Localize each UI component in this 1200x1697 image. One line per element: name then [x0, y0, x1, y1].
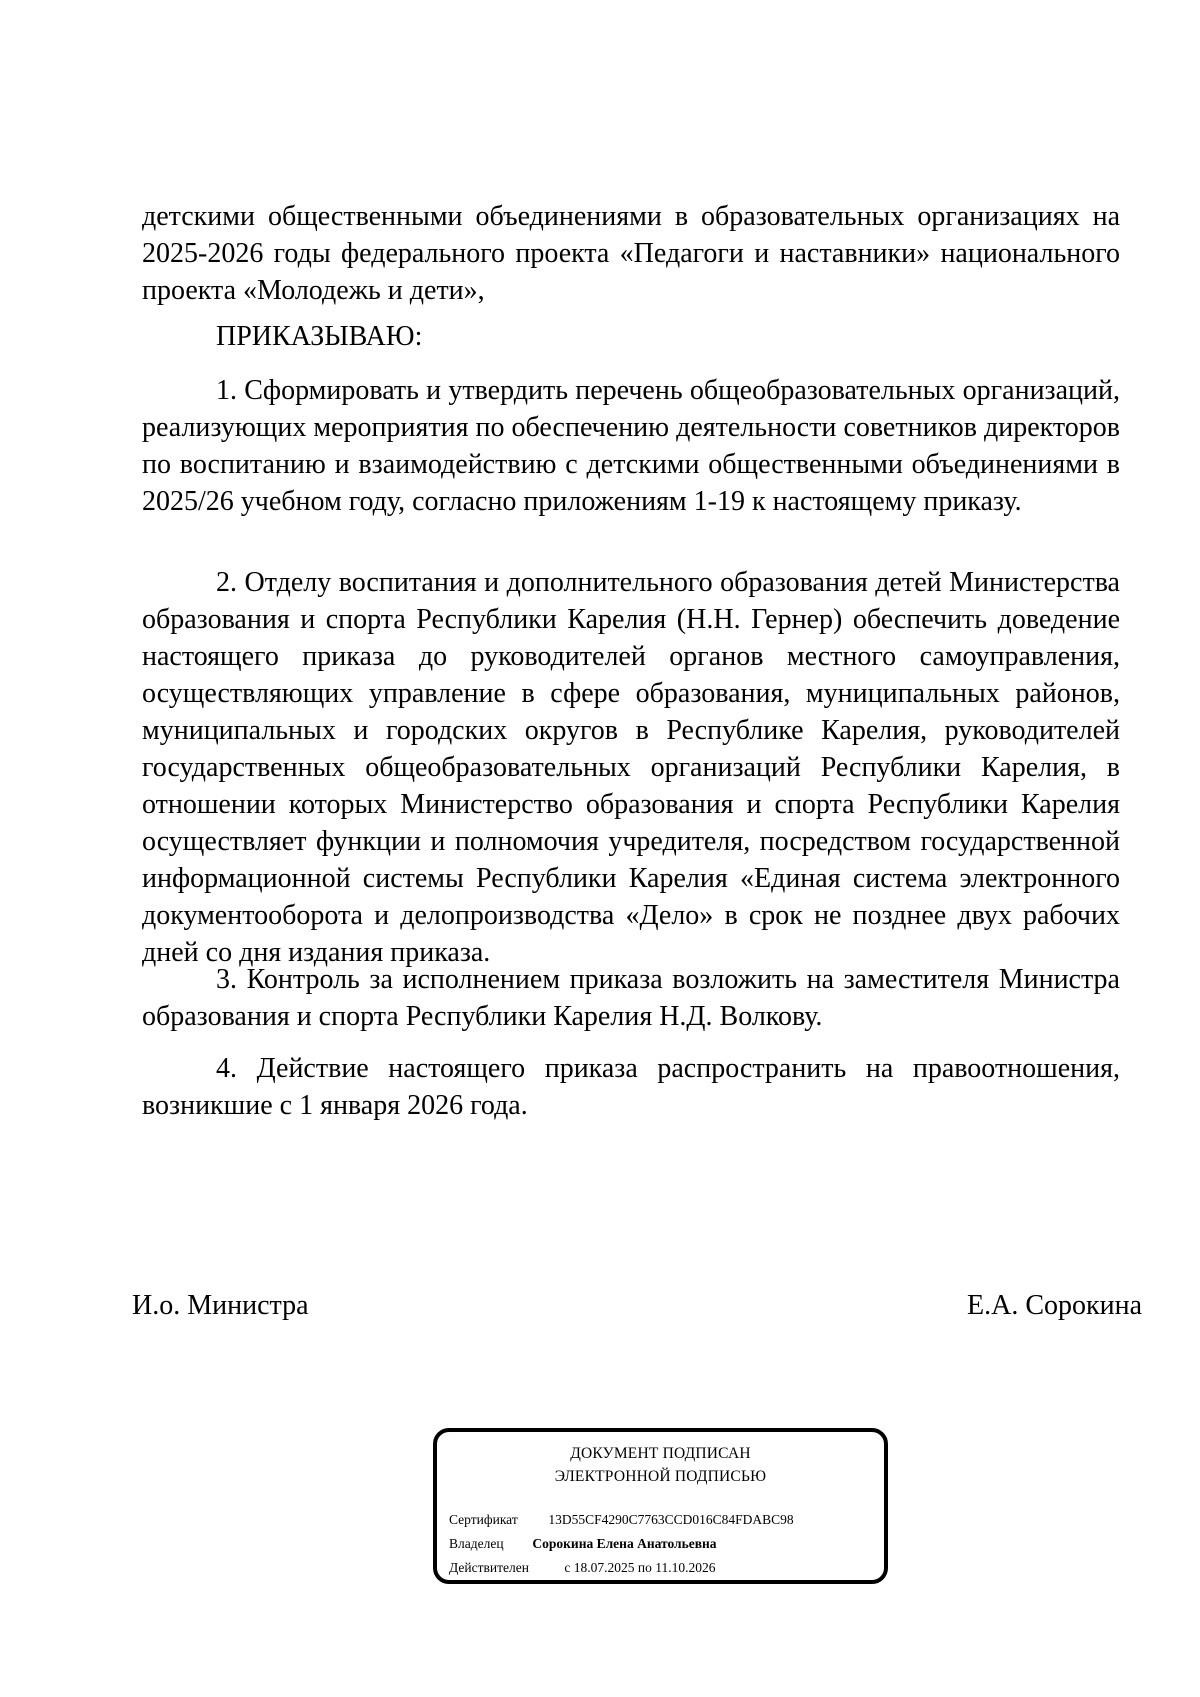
item-3-block — [142, 961, 1120, 1035]
electronic-signature-stamp — [433, 1428, 888, 1584]
stamp-valid-label: Действителен — [449, 1560, 529, 1575]
item-4-block — [142, 1050, 1120, 1124]
stamp-certificate-value: 13D55CF4290C7763CCD016C84FDABC98 — [548, 1512, 794, 1527]
item-2-block — [142, 564, 1120, 971]
order-item-3: 3. Контроль за исполнением приказа возложить на заместителя Министра образования и спорта Республики Карелия Н.Д. Волкову. — [142, 964, 1120, 1032]
stamp-owner-label: Владелец — [449, 1536, 504, 1551]
order-word-block — [142, 318, 1120, 355]
order-item-4: 4. Действие настоящего приказа распространить на правоотношения, возникшие с 1 января 2026 года. — [142, 1053, 1120, 1121]
stamp-certificate-label: Сертификат — [449, 1512, 518, 1527]
stamp-valid-row — [449, 1558, 715, 1578]
stamp-owner-value: Сорокина Елена Анатольевна — [532, 1536, 717, 1551]
signatory-position: И.о. Министра — [132, 1290, 309, 1321]
stamp-certificate-row — [449, 1510, 794, 1530]
stamp-title-line-1: ДОКУМЕНТ ПОДПИСАН — [570, 1445, 751, 1462]
stamp-owner-row — [449, 1534, 717, 1554]
order-word: ПРИКАЗЫВАЮ: — [216, 321, 423, 352]
intro-paragraph: детскими общественными объединениями в образовательных организациях на 2025-2026 годы федерального проекта «Педагоги и наставники» национального проекта «Молодежь и дети», — [142, 201, 1120, 306]
signatory-name: Е.А. Сорокина — [967, 1290, 1142, 1321]
document-body — [142, 198, 1120, 309]
stamp-title-line-2: ЭЛЕКТРОННОЙ ПОДПИСЬЮ — [554, 1468, 767, 1485]
stamp-valid-value: с 18.07.2025 по 11.10.2026 — [564, 1560, 716, 1575]
order-item-2: 2. Отделу воспитания и дополнительного образования детей Министерства образования и спорта Республики Карелия (Н.Н. Гернер) обеспечить доведение настоящего приказа до руководителей органов местного самоуправления, осуществляющих управление в сфере образования, муниципальных районов, муниципальных и городских округов в Республике Карелия, руководителей государственных общеобразовательных организаций Республики Карелия, в отношении которых Министерство образования и спорта Республики Карелия осуществляет функции и полномочия учредителя, посредством государственной информационной системы Республики Карелия «Единая система электронного документооборота и делопроизводства «Дело» в срок не позднее двух рабочих дней со дня издания приказа. — [142, 567, 1120, 968]
order-item-1: 1. Сформировать и утвердить перечень общеобразовательных организаций, реализующих мероприятия по обеспечению деятельности советников директоров по воспитанию и взаимодействию с детскими общественными объединениями в 2025/26 учебном году, согласно приложениям 1-19 к настоящему приказу. — [142, 375, 1120, 517]
item-1-block — [142, 372, 1120, 520]
